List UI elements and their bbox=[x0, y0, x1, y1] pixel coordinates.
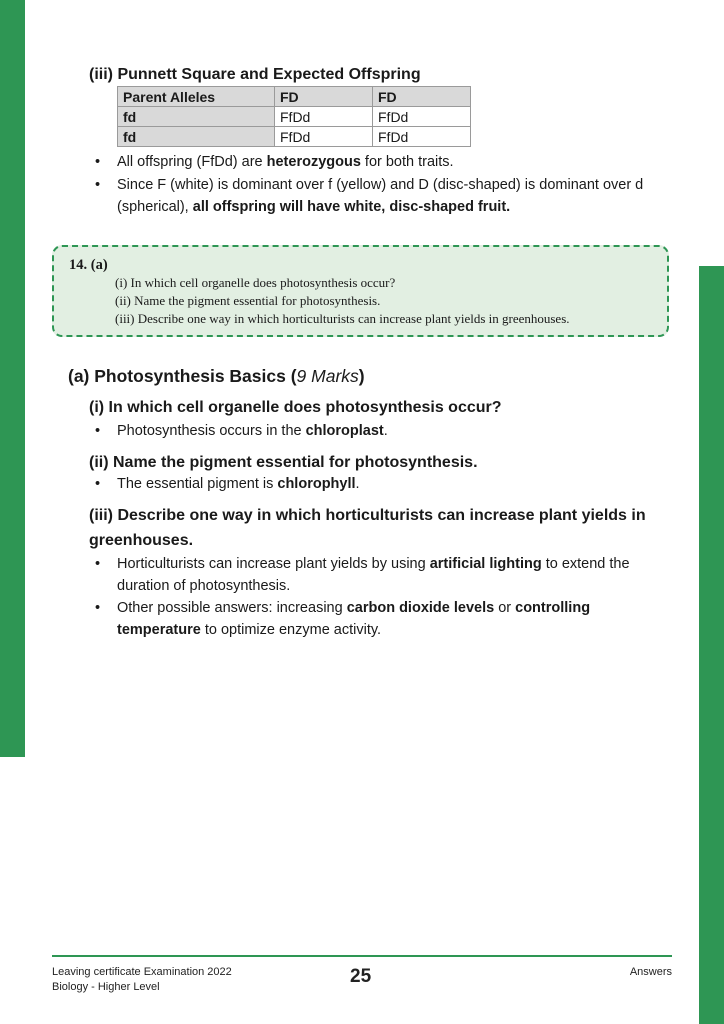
table-header-cell: FD bbox=[373, 87, 471, 107]
table-row bbox=[118, 127, 471, 147]
bullet-bold-text: chlorophyll bbox=[277, 476, 356, 492]
bullet-text: duration of photosynthesis. bbox=[117, 578, 291, 594]
footer-exam-title: Leaving certificate Examination 2022 bbox=[52, 966, 232, 978]
bullet-icon: • bbox=[95, 600, 101, 616]
table-header-row bbox=[118, 87, 471, 107]
table-cell: FfDd bbox=[275, 107, 373, 127]
part-iii-heading-cont: greenhouses. bbox=[89, 532, 194, 549]
left-accent-bar bbox=[0, 0, 25, 757]
list-item bbox=[95, 597, 591, 641]
table-cell: FfDd bbox=[373, 107, 471, 127]
table-header-cell: Parent Alleles bbox=[118, 87, 275, 107]
bullet-icon: • bbox=[95, 154, 101, 170]
bullet-text: (spherical), bbox=[117, 199, 193, 215]
bullet-bold-text: carbon dioxide levels bbox=[346, 600, 495, 616]
bullet-text: Photosynthesis occurs in the bbox=[117, 423, 306, 439]
bullet-bold-text: chloroplast bbox=[305, 423, 384, 439]
marks-label: 9 Marks bbox=[296, 366, 359, 386]
bullet-icon: • bbox=[95, 177, 101, 193]
bullet-text: All offspring (FfDd) are bbox=[117, 154, 267, 170]
list-item bbox=[95, 473, 360, 495]
bullet-text: The essential pigment is bbox=[117, 476, 278, 492]
part-iii-heading: (iii) Describe one way in which horticulturists can increase plant yields in bbox=[89, 507, 646, 524]
table-cell: FfDd bbox=[373, 127, 471, 147]
bullet-text: to extend the bbox=[541, 556, 630, 572]
bullet-text: Since F (white) is dominant over f (yellow) and D (disc-shaped) is dominant over d bbox=[117, 177, 644, 193]
bullet-bold-text: heterozygous bbox=[266, 154, 361, 170]
bullet-bold-text: temperature bbox=[117, 622, 201, 638]
bullet-bold-text: artificial lighting bbox=[429, 556, 542, 572]
punnett-heading: (iii) Punnett Square and Expected Offspring bbox=[89, 66, 421, 83]
list-item bbox=[95, 174, 644, 218]
list-item bbox=[95, 151, 454, 173]
bullet-icon: • bbox=[95, 556, 101, 572]
question-part: (ii) Name the pigment essential for photosynthesis. bbox=[115, 293, 381, 308]
answer-title: (a) Photosynthesis Basics (9 Marks) bbox=[68, 366, 365, 386]
footer-section: Answers bbox=[629, 966, 672, 978]
question-box bbox=[52, 245, 669, 337]
bullet-bold-text: controlling bbox=[515, 600, 591, 616]
table-row bbox=[118, 107, 471, 127]
page-number: 25 bbox=[350, 966, 372, 987]
footer-subject: Biology - Higher Level bbox=[52, 981, 160, 993]
bullet-bold-text: all offspring will have white, disc-shaped fruit. bbox=[192, 199, 511, 215]
bullet-text: to optimize enzyme activity. bbox=[200, 622, 382, 638]
punnett-table bbox=[117, 86, 471, 147]
bullet-text: . bbox=[383, 423, 388, 439]
part-i-heading: (i) In which cell organelle does photosynthesis occur? bbox=[89, 399, 502, 416]
bullet-text: for both traits. bbox=[360, 154, 454, 170]
table-row-header: fd bbox=[118, 127, 275, 147]
list-item bbox=[95, 420, 388, 442]
question-number: 14. (a) bbox=[69, 257, 108, 273]
bullet-text: Horticulturists can increase plant yields by using bbox=[117, 556, 430, 572]
question-part: (i) In which cell organelle does photosynthesis occur? bbox=[115, 275, 396, 290]
question-part: (iii) Describe one way in which horticulturists can increase plant yields in greenhouses. bbox=[115, 311, 570, 326]
bullet-text: . bbox=[355, 476, 360, 492]
table-row-header: fd bbox=[118, 107, 275, 127]
bullet-text: Other possible answers: increasing bbox=[117, 600, 347, 616]
bullet-icon: • bbox=[95, 423, 101, 439]
table-header-cell: FD bbox=[275, 87, 373, 107]
right-accent-bar bbox=[699, 266, 724, 1024]
part-ii-heading: (ii) Name the pigment essential for photosynthesis. bbox=[89, 454, 478, 471]
bullet-icon: • bbox=[95, 476, 101, 492]
footer-divider bbox=[52, 955, 672, 957]
list-item bbox=[95, 553, 630, 597]
bullet-text: or bbox=[494, 600, 516, 616]
table-cell: FfDd bbox=[275, 127, 373, 147]
